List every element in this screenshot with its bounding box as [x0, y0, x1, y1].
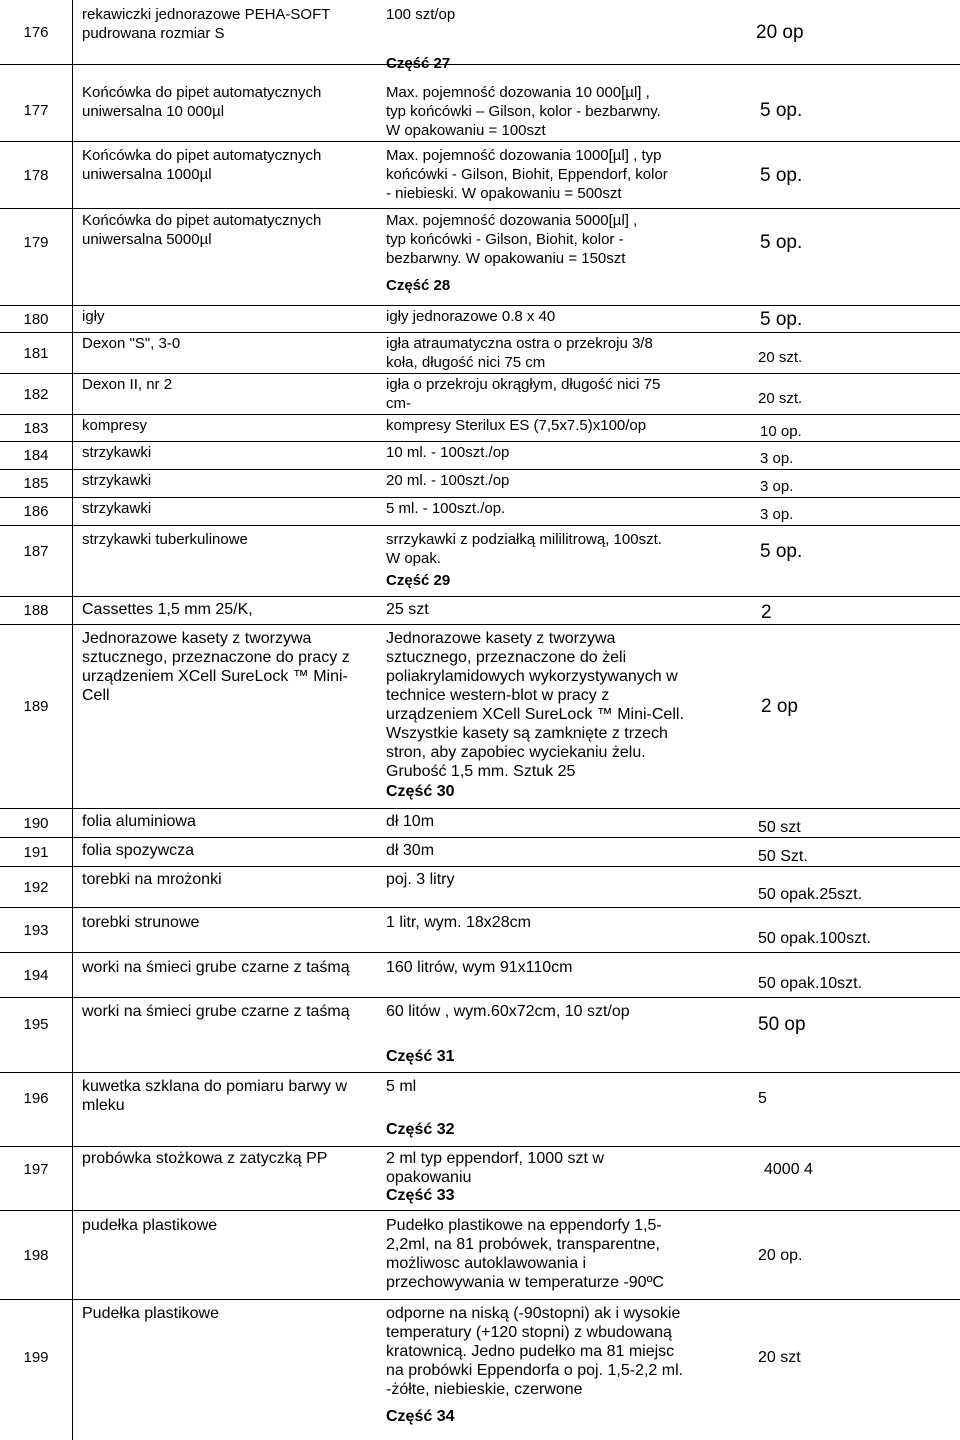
item-description: 160 litrów, wym 91x110cm	[386, 959, 573, 976]
item-quantity: 20 op	[756, 21, 804, 43]
item-quantity: 50 opak.25szt.	[758, 885, 863, 903]
item-name: Dexon "S", 3-0	[82, 335, 181, 352]
section-heading: Część 30	[386, 783, 455, 800]
item-quantity: 2 op	[761, 696, 798, 717]
item-description: odporne na niską (-90stopni) ak i wysokie temperatury (+120 stopni) z wbudowaną kratownicą. Jedno pudełko ma 81 miejsc na probówki Eppendorfa o poj. 1,5-2,2 ml. -żółte, niebieskie, czerwone	[386, 1305, 684, 1398]
row-number: 177	[23, 102, 49, 119]
section-heading: Część 27	[386, 55, 451, 72]
item-name: strzykawki	[82, 500, 152, 517]
row-number: 192	[23, 878, 49, 896]
table-row	[0, 442, 960, 470]
table-row	[0, 306, 960, 333]
item-quantity: 5 op.	[760, 100, 803, 121]
table-row	[0, 0, 960, 72]
table-row	[0, 1300, 960, 1440]
item-quantity: 2	[761, 602, 772, 623]
row-number: 180	[23, 310, 49, 328]
table-row	[0, 838, 960, 867]
item-description: 60 litów , wym.60x72cm, 10 szt/op	[386, 1003, 630, 1020]
table-row	[0, 998, 960, 1073]
table-row	[0, 209, 960, 306]
row-number: 197	[23, 1161, 49, 1178]
row-number: 190	[23, 814, 49, 832]
row-number: 188	[23, 602, 49, 619]
item-quantity: 50 Szt.	[758, 847, 808, 865]
section-heading: Część 34	[386, 1408, 455, 1425]
item-name: Jednorazowe kasety z tworzywa sztucznego, przeznaczone do pracy z urządzeniem XCell SureLock ™ Mini- Cell	[82, 630, 350, 704]
row-number: 187	[23, 542, 49, 560]
item-name: strzykawki tuberkulinowe	[82, 531, 248, 548]
table-row	[0, 526, 960, 597]
item-name: Pudełka plastikowe	[82, 1305, 219, 1322]
row-number: 182	[23, 385, 49, 403]
item-description: igła o przekroju okrągłym, długość nici 75 cm-	[386, 376, 661, 412]
item-quantity: 5 op.	[760, 231, 803, 253]
item-name: strzykawki	[82, 472, 152, 489]
item-name: Końcówka do pipet automatycznych uniwersalna 1000µl	[82, 147, 322, 183]
item-name: pudełka plastikowe	[82, 1217, 218, 1234]
item-name: torebki strunowe	[82, 914, 200, 931]
item-quantity: 50 opak.10szt.	[758, 974, 863, 992]
item-quantity: 20 op.	[758, 1246, 803, 1264]
item-description: 1 litr, wym. 18x28cm	[386, 914, 531, 931]
item-name: kuwetka szklana do pomiaru barwy w mleku	[82, 1078, 348, 1114]
item-description: 25 szt	[386, 601, 429, 618]
row-number: 176	[23, 23, 49, 41]
item-name: folia aluminiowa	[82, 813, 196, 830]
row-number: 198	[23, 1246, 49, 1264]
item-description: dł 30m	[386, 842, 435, 859]
row-number: 185	[23, 475, 49, 492]
item-quantity: 3 op.	[760, 478, 794, 495]
item-name: kompresy	[82, 417, 148, 434]
item-description: igła atraumatyczna ostra o przekroju 3/8 koła, długość nici 75 cm	[386, 335, 653, 371]
row-number: 194	[23, 966, 49, 984]
row-number: 191	[23, 843, 49, 861]
item-description: dł 10m	[386, 813, 435, 830]
item-description: srrzykawki z podziałką mililitrową, 100szt. W opak.	[386, 531, 662, 567]
section-heading: Część 29	[386, 572, 451, 589]
table-row	[0, 374, 960, 415]
item-name: torebki na mrożonki	[82, 871, 222, 888]
table-row	[0, 597, 960, 625]
table-row	[0, 415, 960, 442]
item-name: Końcówka do pipet automatycznych uniwersalna 5000µl	[82, 212, 322, 248]
item-description: igły jednorazowe 0.8 x 40	[386, 308, 556, 325]
item-quantity: 50 op	[758, 1013, 806, 1035]
section-heading: Część 32	[386, 1121, 455, 1138]
item-description: 5 ml. - 100szt./op.	[386, 500, 506, 517]
item-quantity: 20 szt.	[758, 389, 803, 407]
row-number: 178	[23, 166, 49, 184]
table-row	[0, 498, 960, 526]
item-quantity: 5 op.	[760, 540, 803, 562]
item-name: worki na śmieci grube czarne z taśmą	[82, 1003, 350, 1020]
item-quantity: 20 szt.	[758, 348, 803, 366]
row-number: 181	[23, 344, 49, 362]
item-name: worki na śmieci grube czarne z taśmą	[82, 959, 350, 976]
row-number: 183	[23, 419, 49, 437]
item-description: Max. pojemność dozowania 1000[µl] , typ końcówki - Gilson, Biohit, Eppendorf, kolor - niebieski. W opakowaniu = 500szt	[386, 147, 668, 202]
item-quantity: 3 op.	[760, 450, 794, 467]
item-name: igły	[82, 308, 105, 325]
table-row	[0, 1211, 960, 1300]
table-row	[0, 142, 960, 209]
item-name: Cassettes 1,5 mm 25/K,	[82, 601, 253, 618]
item-description: 5 ml	[386, 1078, 417, 1095]
item-name: probówka stożkowa z zatyczką PP	[82, 1150, 328, 1167]
item-quantity: 4000 4	[764, 1161, 813, 1178]
item-name: rekawiczki jednorazowe PEHA-SOFT pudrowana rozmiar S	[82, 6, 331, 42]
item-name: Końcówka do pipet automatycznych uniwersalna 10 000µl	[82, 84, 322, 120]
item-description: Pudełko plastikowe na eppendorfy 1,5- 2,2ml, na 81 probówek, transparentne, możliwosc autoklawowania i przechowywania w temperaturze -90ºC	[386, 1217, 664, 1291]
section-heading: Część 31	[386, 1048, 455, 1065]
table-row	[0, 908, 960, 953]
item-description: Max. pojemność dozowania 10 000[µl] , typ końcówki – Gilson, kolor - bezbarwny. W opakowaniu = 100szt	[386, 84, 661, 139]
table-row	[0, 1147, 960, 1211]
row-number: 186	[23, 503, 49, 520]
item-name: strzykawki	[82, 444, 152, 461]
table-row	[0, 867, 960, 908]
item-description: kompresy Sterilux ES (7,5x7.5)x100/op	[386, 417, 647, 434]
item-quantity: 10 op.	[760, 422, 802, 440]
item-description: 10 ml. - 100szt./op	[386, 444, 510, 461]
table-row	[0, 470, 960, 498]
item-quantity: 3 op.	[760, 506, 794, 523]
item-quantity: 5 op.	[760, 164, 803, 186]
item-name: Dexon II, nr 2	[82, 376, 173, 393]
table-row	[0, 1073, 960, 1147]
item-description: 100 szt/op	[386, 6, 456, 23]
item-description: Jednorazowe kasety z tworzywa sztucznego, przeznaczone do żeli poliakrylamidowych wykorzystywanych w technice western-blot w pracy z urządzeniem XCell SureLock ™ Mini-Cell. Wszystkie kasety są zamknięte z trzech stron, aby zapobiec wyciekaniu żelu. Grubość 1,5 mm. Sztuk 25	[386, 630, 684, 780]
row-number: 184	[23, 447, 49, 464]
item-quantity: 50 szt	[758, 818, 801, 836]
table-row	[0, 333, 960, 374]
table-row	[0, 80, 960, 142]
item-quantity: 20 szt	[758, 1348, 801, 1366]
row-number: 179	[23, 233, 49, 251]
item-quantity: 50 opak.100szt.	[758, 929, 871, 947]
item-description: poj. 3 litry	[386, 871, 455, 888]
row-number: 199	[23, 1348, 49, 1366]
table-row	[0, 809, 960, 838]
item-quantity: 5 op.	[760, 308, 803, 330]
row-number: 189	[23, 698, 49, 715]
row-number: 196	[23, 1090, 49, 1107]
item-description: Max. pojemność dozowania 5000[µl] , typ końcówki - Gilson, Biohit, kolor - bezbarwny. W opakowaniu = 150szt	[386, 212, 638, 267]
section-heading: Część 33	[386, 1187, 455, 1204]
item-quantity: 5	[758, 1090, 767, 1107]
section-heading: Część 28	[386, 277, 451, 294]
row-number: 193	[23, 921, 49, 939]
row-number: 195	[23, 1015, 49, 1033]
item-description: 2 ml typ eppendorf, 1000 szt w opakowaniu	[386, 1150, 604, 1186]
item-description: 20 ml. - 100szt./op	[386, 472, 510, 489]
table-row	[0, 953, 960, 998]
item-name: folia spozywcza	[82, 842, 195, 859]
table-row	[0, 625, 960, 809]
